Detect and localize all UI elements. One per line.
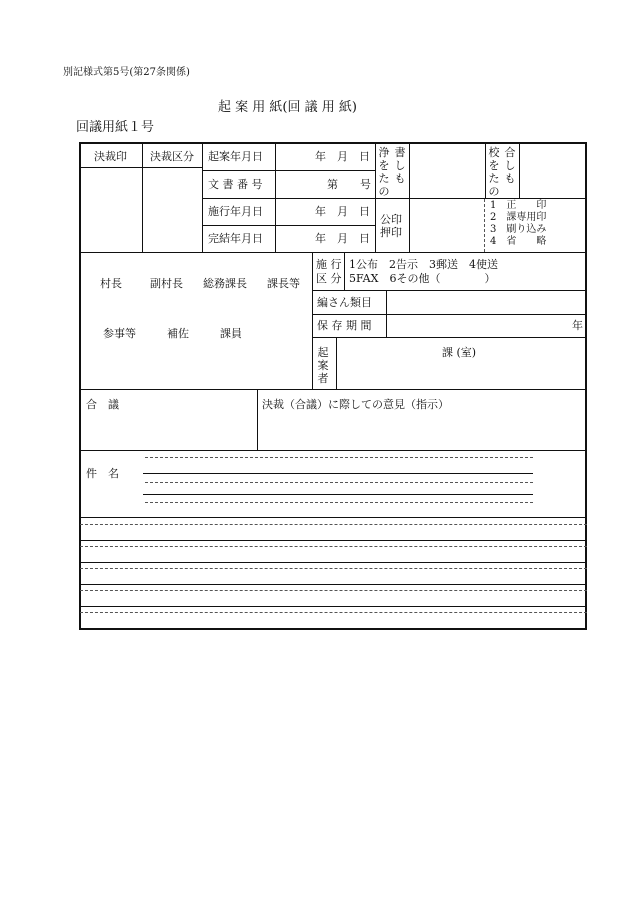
rule xyxy=(142,143,143,252)
rule-dashed xyxy=(484,199,485,252)
kiansha-char: 者 xyxy=(317,372,329,385)
rule xyxy=(143,494,533,495)
rule xyxy=(409,143,410,252)
rule xyxy=(80,389,587,390)
kouin-label: 押印 xyxy=(380,226,402,239)
kougo-char: た xyxy=(488,172,500,185)
kouin-label: 公印 xyxy=(380,213,402,226)
kian-date-value: 年 月 日 xyxy=(315,150,370,163)
role-label: 課長等 xyxy=(267,277,300,290)
rule xyxy=(386,290,387,337)
form-subtitle: 回議用紙１号 xyxy=(76,120,155,135)
rule xyxy=(80,606,587,607)
rule xyxy=(312,252,313,389)
shiko-kubun-label: 区 分 xyxy=(316,272,342,285)
rule xyxy=(312,337,587,338)
rule xyxy=(80,584,587,585)
kougo-char: 校 xyxy=(488,146,500,159)
kouin-option: 2 課専用印 xyxy=(490,212,547,223)
rule-dashed xyxy=(145,482,533,483)
rule xyxy=(203,198,375,199)
jousho-char: の xyxy=(378,185,390,198)
rule xyxy=(336,337,337,389)
jousho-char: 書 xyxy=(394,146,406,159)
kessai-kubun-label: 決裁区分 xyxy=(150,150,194,163)
role-label: 補佐 xyxy=(167,327,189,340)
rule-dashed xyxy=(80,590,587,591)
rule xyxy=(80,562,587,563)
rule-dashed xyxy=(80,524,587,525)
rule-dashed xyxy=(145,457,533,458)
rule xyxy=(485,143,486,198)
rule xyxy=(375,143,376,252)
rule xyxy=(375,198,587,199)
form-reference: 別記様式第5号(第27条関係) xyxy=(63,67,190,78)
shiko-kubun-options: 5FAX 6その他（ ） xyxy=(349,272,496,285)
rule xyxy=(257,389,258,450)
jousho-char: し xyxy=(394,159,406,172)
gougi-label: 合 議 xyxy=(86,398,119,411)
shiko-date-label: 施行年月日 xyxy=(208,205,263,218)
rule xyxy=(344,252,345,290)
hozon-label: 保 存 期 間 xyxy=(317,319,372,332)
rule xyxy=(519,143,520,198)
ka-label: 課 (室) xyxy=(442,346,477,359)
rule xyxy=(275,143,276,252)
rule-dashed xyxy=(145,502,533,503)
rule xyxy=(80,252,587,253)
kougo-char: も xyxy=(504,172,516,185)
role-label: 参事等 xyxy=(103,327,136,340)
iken-label: 決裁（合議）に際しての意見（指示） xyxy=(262,398,449,411)
rule xyxy=(80,450,587,451)
kessai-in-label: 決裁印 xyxy=(94,150,127,163)
rule xyxy=(203,225,375,226)
shiko-kubun-label: 施 行 xyxy=(316,258,342,271)
hensan-label: 編さん類目 xyxy=(317,296,372,309)
kiansha-char: 案 xyxy=(317,359,329,372)
kouin-option: 4 省 略 xyxy=(490,236,547,247)
jousho-char: も xyxy=(394,172,406,185)
kouin-option: 1 正 印 xyxy=(490,200,547,211)
shiko-date-value: 年 月 日 xyxy=(315,205,370,218)
kiansha-char: 起 xyxy=(317,346,329,359)
kanketsu-label: 完結年月日 xyxy=(208,232,263,245)
kougo-char: の xyxy=(488,185,500,198)
bunsho-label: 文 書 番 号 xyxy=(208,178,263,191)
role-label: 村長 xyxy=(100,277,122,290)
shiko-kubun-options: 1公布 2告示 3郵送 4使送 xyxy=(349,258,498,271)
kougo-char: 合 xyxy=(504,146,516,159)
kougo-char: し xyxy=(504,159,516,172)
rule xyxy=(143,473,533,474)
page-title: 起 案 用 紙(回 議 用 紙) xyxy=(218,100,357,115)
rule xyxy=(80,517,587,518)
role-label: 総務課長 xyxy=(203,277,247,290)
jousho-char: 浄 xyxy=(378,146,390,159)
kougo-char: を xyxy=(488,159,500,172)
hozon-unit: 年 xyxy=(572,319,583,332)
kian-date-label: 起案年月日 xyxy=(208,150,263,163)
rule-dashed xyxy=(80,568,587,569)
bunsho-value: 第 号 xyxy=(327,178,371,191)
role-label: 課員 xyxy=(220,327,242,340)
rule xyxy=(312,290,587,291)
kenmei-label: 件 名 xyxy=(86,467,119,480)
rule-dashed xyxy=(80,612,587,613)
rule xyxy=(203,170,375,171)
rule xyxy=(202,143,203,252)
role-label: 副村長 xyxy=(150,277,183,290)
rule-dashed xyxy=(80,546,587,547)
kouin-option: 3 刷り込み xyxy=(490,224,547,235)
kanketsu-value: 年 月 日 xyxy=(315,232,370,245)
rule xyxy=(312,314,587,315)
jousho-char: た xyxy=(378,172,390,185)
jousho-char: を xyxy=(378,159,390,172)
rule xyxy=(80,540,587,541)
